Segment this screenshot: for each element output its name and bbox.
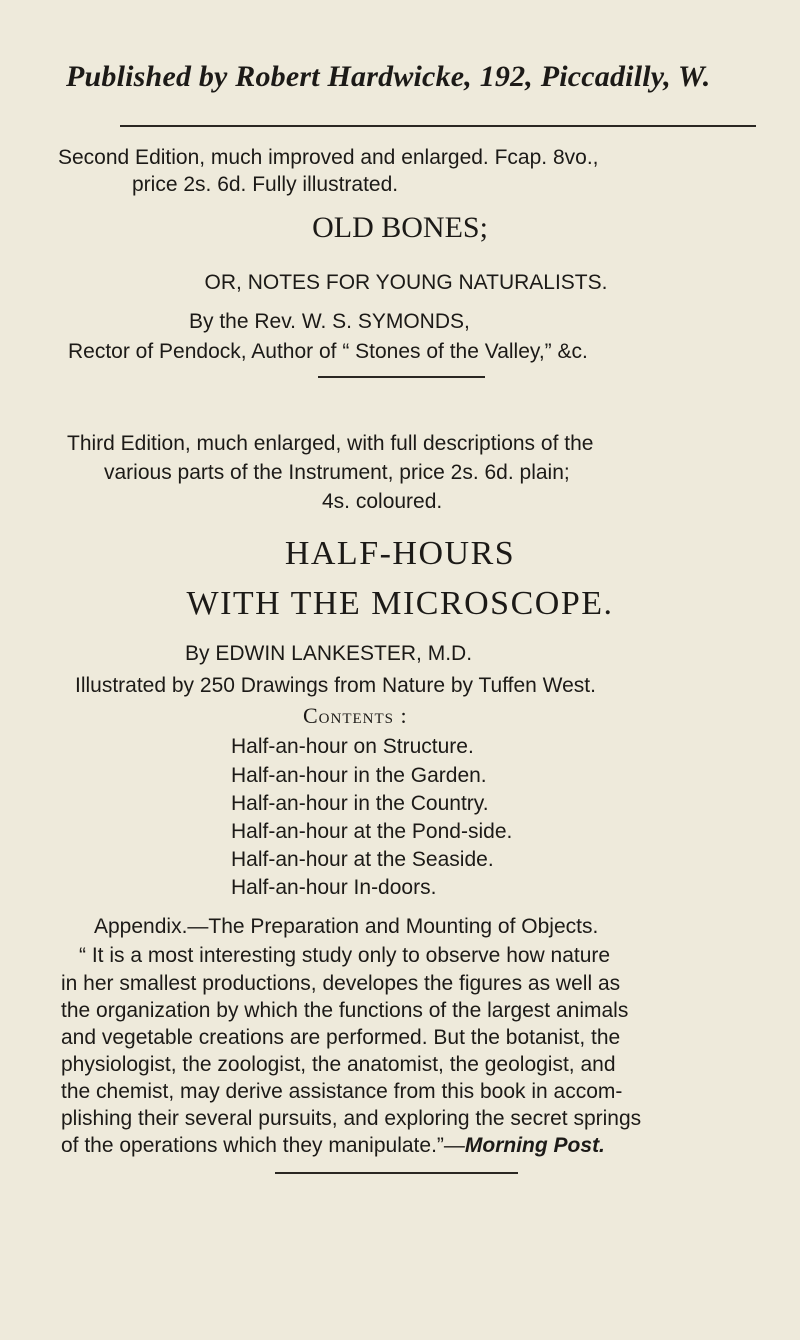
contents-heading: Contents : bbox=[303, 703, 408, 728]
review-line: the organization by which the functions of the largest animals bbox=[61, 999, 629, 1022]
book2-illustration-credit: Illustrated by 250 Drawings from Nature by Tuffen West. bbox=[75, 674, 596, 697]
book2-edition-line1: Third Edition, much enlarged, with full descriptions of the bbox=[67, 432, 594, 455]
review-line: plishing their several pursuits, and exploring the secret springs bbox=[61, 1107, 642, 1130]
book1-author: By the Rev. W. S. SYMONDS, bbox=[189, 310, 470, 333]
book2-edition-line3: 4s. coloured. bbox=[322, 490, 443, 513]
contents-item: Half-an-hour in the Garden. bbox=[231, 764, 487, 787]
review-line: and vegetable creations are performed. But the botanist, the bbox=[61, 1026, 621, 1049]
book2-author: By EDWIN LANKESTER, M.D. bbox=[185, 642, 473, 665]
book1-edition-line2: price 2s. 6d. Fully illustrated. bbox=[132, 173, 399, 196]
contents-item: Half-an-hour in the Country. bbox=[231, 792, 489, 815]
book2-edition-line2: various parts of the Instrument, price 2s. 6d. plain; bbox=[104, 461, 570, 484]
review-line: “ It is a most interesting study only to observe how nature bbox=[79, 944, 611, 967]
contents-item: Half-an-hour at the Seaside. bbox=[231, 848, 494, 871]
book1-author-description: Rector of Pendock, Author of “ Stones of the Valley,” &c. bbox=[68, 340, 588, 363]
section-divider bbox=[318, 376, 485, 378]
review-source: Morning Post. bbox=[464, 1134, 605, 1157]
contents-item: Half-an-hour on Structure. bbox=[231, 735, 474, 758]
book2-title-line2: WITH THE MICROSCOPE. bbox=[186, 585, 614, 622]
book1-title: OLD BONES; bbox=[312, 211, 488, 244]
review-line: in her smallest productions, developes the figures as well as bbox=[61, 972, 621, 995]
review-line: physiologist, the zoologist, the anatomist, the geologist, and bbox=[61, 1053, 616, 1076]
review-last-text: of the operations which they manipulate.”— bbox=[61, 1134, 465, 1157]
book1-edition-line1: Second Edition, much improved and enlarged. Fcap. 8vo., bbox=[58, 146, 599, 169]
contents-item: Half-an-hour at the Pond-side. bbox=[231, 820, 513, 843]
publisher-header: Published by Robert Hardwicke, 192, Piccadilly, W. bbox=[66, 60, 711, 93]
header-rule bbox=[120, 125, 756, 127]
review-last-line bbox=[61, 1133, 605, 1159]
review-line: the chemist, may derive assistance from this book in accom- bbox=[61, 1080, 623, 1103]
footer-rule bbox=[275, 1172, 518, 1174]
book2-title-line1: HALF-HOURS bbox=[284, 535, 516, 572]
book1-subtitle: OR, NOTES FOR YOUNG NATURALISTS. bbox=[204, 271, 608, 294]
appendix-line: Appendix.—The Preparation and Mounting of Objects. bbox=[94, 915, 599, 938]
contents-item: Half-an-hour In-doors. bbox=[231, 876, 437, 899]
